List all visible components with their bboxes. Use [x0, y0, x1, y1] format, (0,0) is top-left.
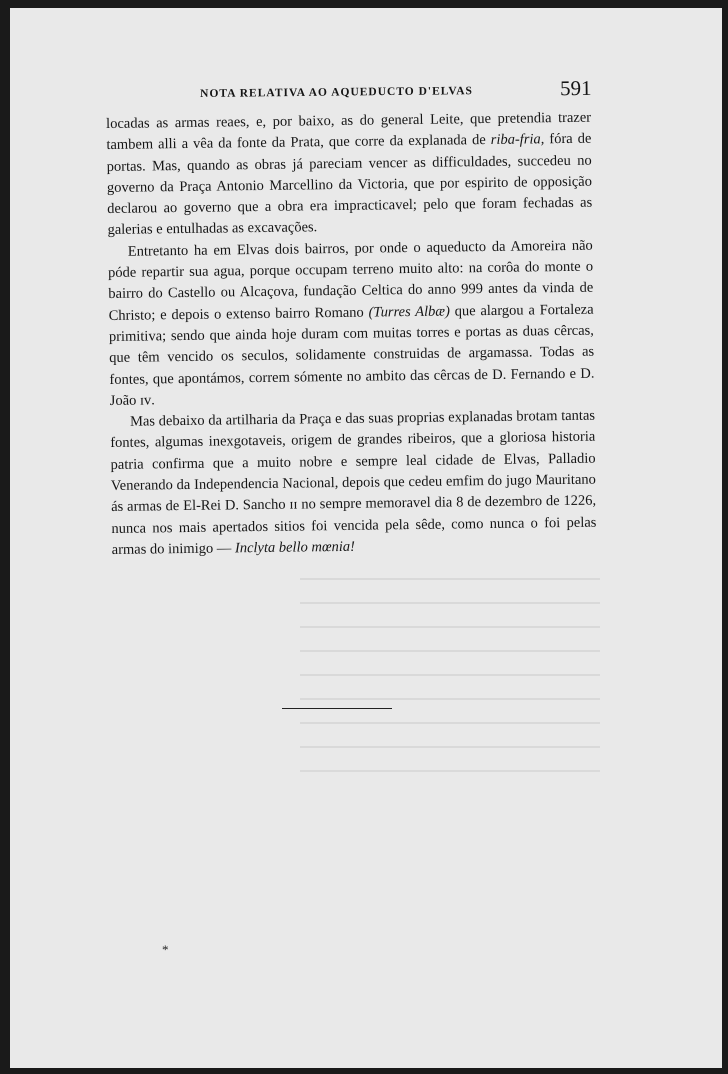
paragraph-1-text: locadas as armas reaes, e, por baixo, as do general Leite, que pretendia trazer tambem alli a vêa da fonte da Prata, que corre da explanada de	[106, 109, 592, 154]
page-number: 591	[559, 75, 592, 101]
bleed-through-shadow	[300, 578, 600, 828]
section-end-rule	[282, 708, 392, 709]
paragraph-2-end: que alargou a Fortaleza primitiva; sendo que ainda hoje duram com muitas torres e portas as duas cêrcas, que têm vencido os seculos, solidamente construidas de argamassa. Todas as fontes, que apontámos, correm sómente no ambito das cêrcas de D. Fernando e D. João ɪᴠ.	[108, 301, 595, 409]
signature-mark: *	[162, 942, 169, 957]
paragraph-2	[108, 235, 595, 412]
book-page	[10, 8, 722, 1068]
paragraph-3-text: Mas debaixo da artilharia da Praça e das suas proprias explanadas brotam tantas fontes, algumas inexgotaveis, origem de grandes ribeiros, que a gloriosa historia patria confirma que a muito nobre e sempre leal cidade de Elvas, Palladio Venerando da Independencia Nacional, depois que cedeu emfim do jugo Mauritano ás armas de El-Rei D. Sancho ɪɪ no sempre memoravel dia 8 de dezembro de 1226, nunca nos mais apertados sitios foi vencida pela sêde, como nunca o foi pelas armas do inimigo —	[110, 407, 597, 558]
paragraph-1-end: fóra de portas. Mas, quando as obras já pareciam vencer as difficuldades, succedeu no governo da Praça Antonio Marcellino da Victoria, que por espirito de opposição declarou ao governo que a obra era impracticavel; pelo que foram fechadas as galerias e entulhadas as excavações.	[106, 130, 593, 239]
paragraph-1-italic: riba-fria,	[490, 131, 545, 149]
paragraph-3	[110, 406, 597, 561]
running-head: NOTA RELATIVA AO AQUEDUCTO D'ELVAS	[200, 85, 473, 100]
paragraph-3-italic: Inclyta bello mœnia!	[234, 538, 356, 557]
paragraph-2-italic: (Turres Albæ)	[368, 303, 450, 321]
body-text	[106, 108, 597, 562]
paragraph-2-text: Entretanto ha em Elvas dois bairros, por onde o aqueducto da Amoreira não póde repartir sua agua, porque occupam terreno muito alto: na corôa do monte o bairro do Castello ou Alcaçova, fundação Celtica do anno 999 antes da vinda de Christo; e depois o extenso bairro Romano	[107, 237, 594, 324]
paragraph-1	[106, 108, 593, 242]
